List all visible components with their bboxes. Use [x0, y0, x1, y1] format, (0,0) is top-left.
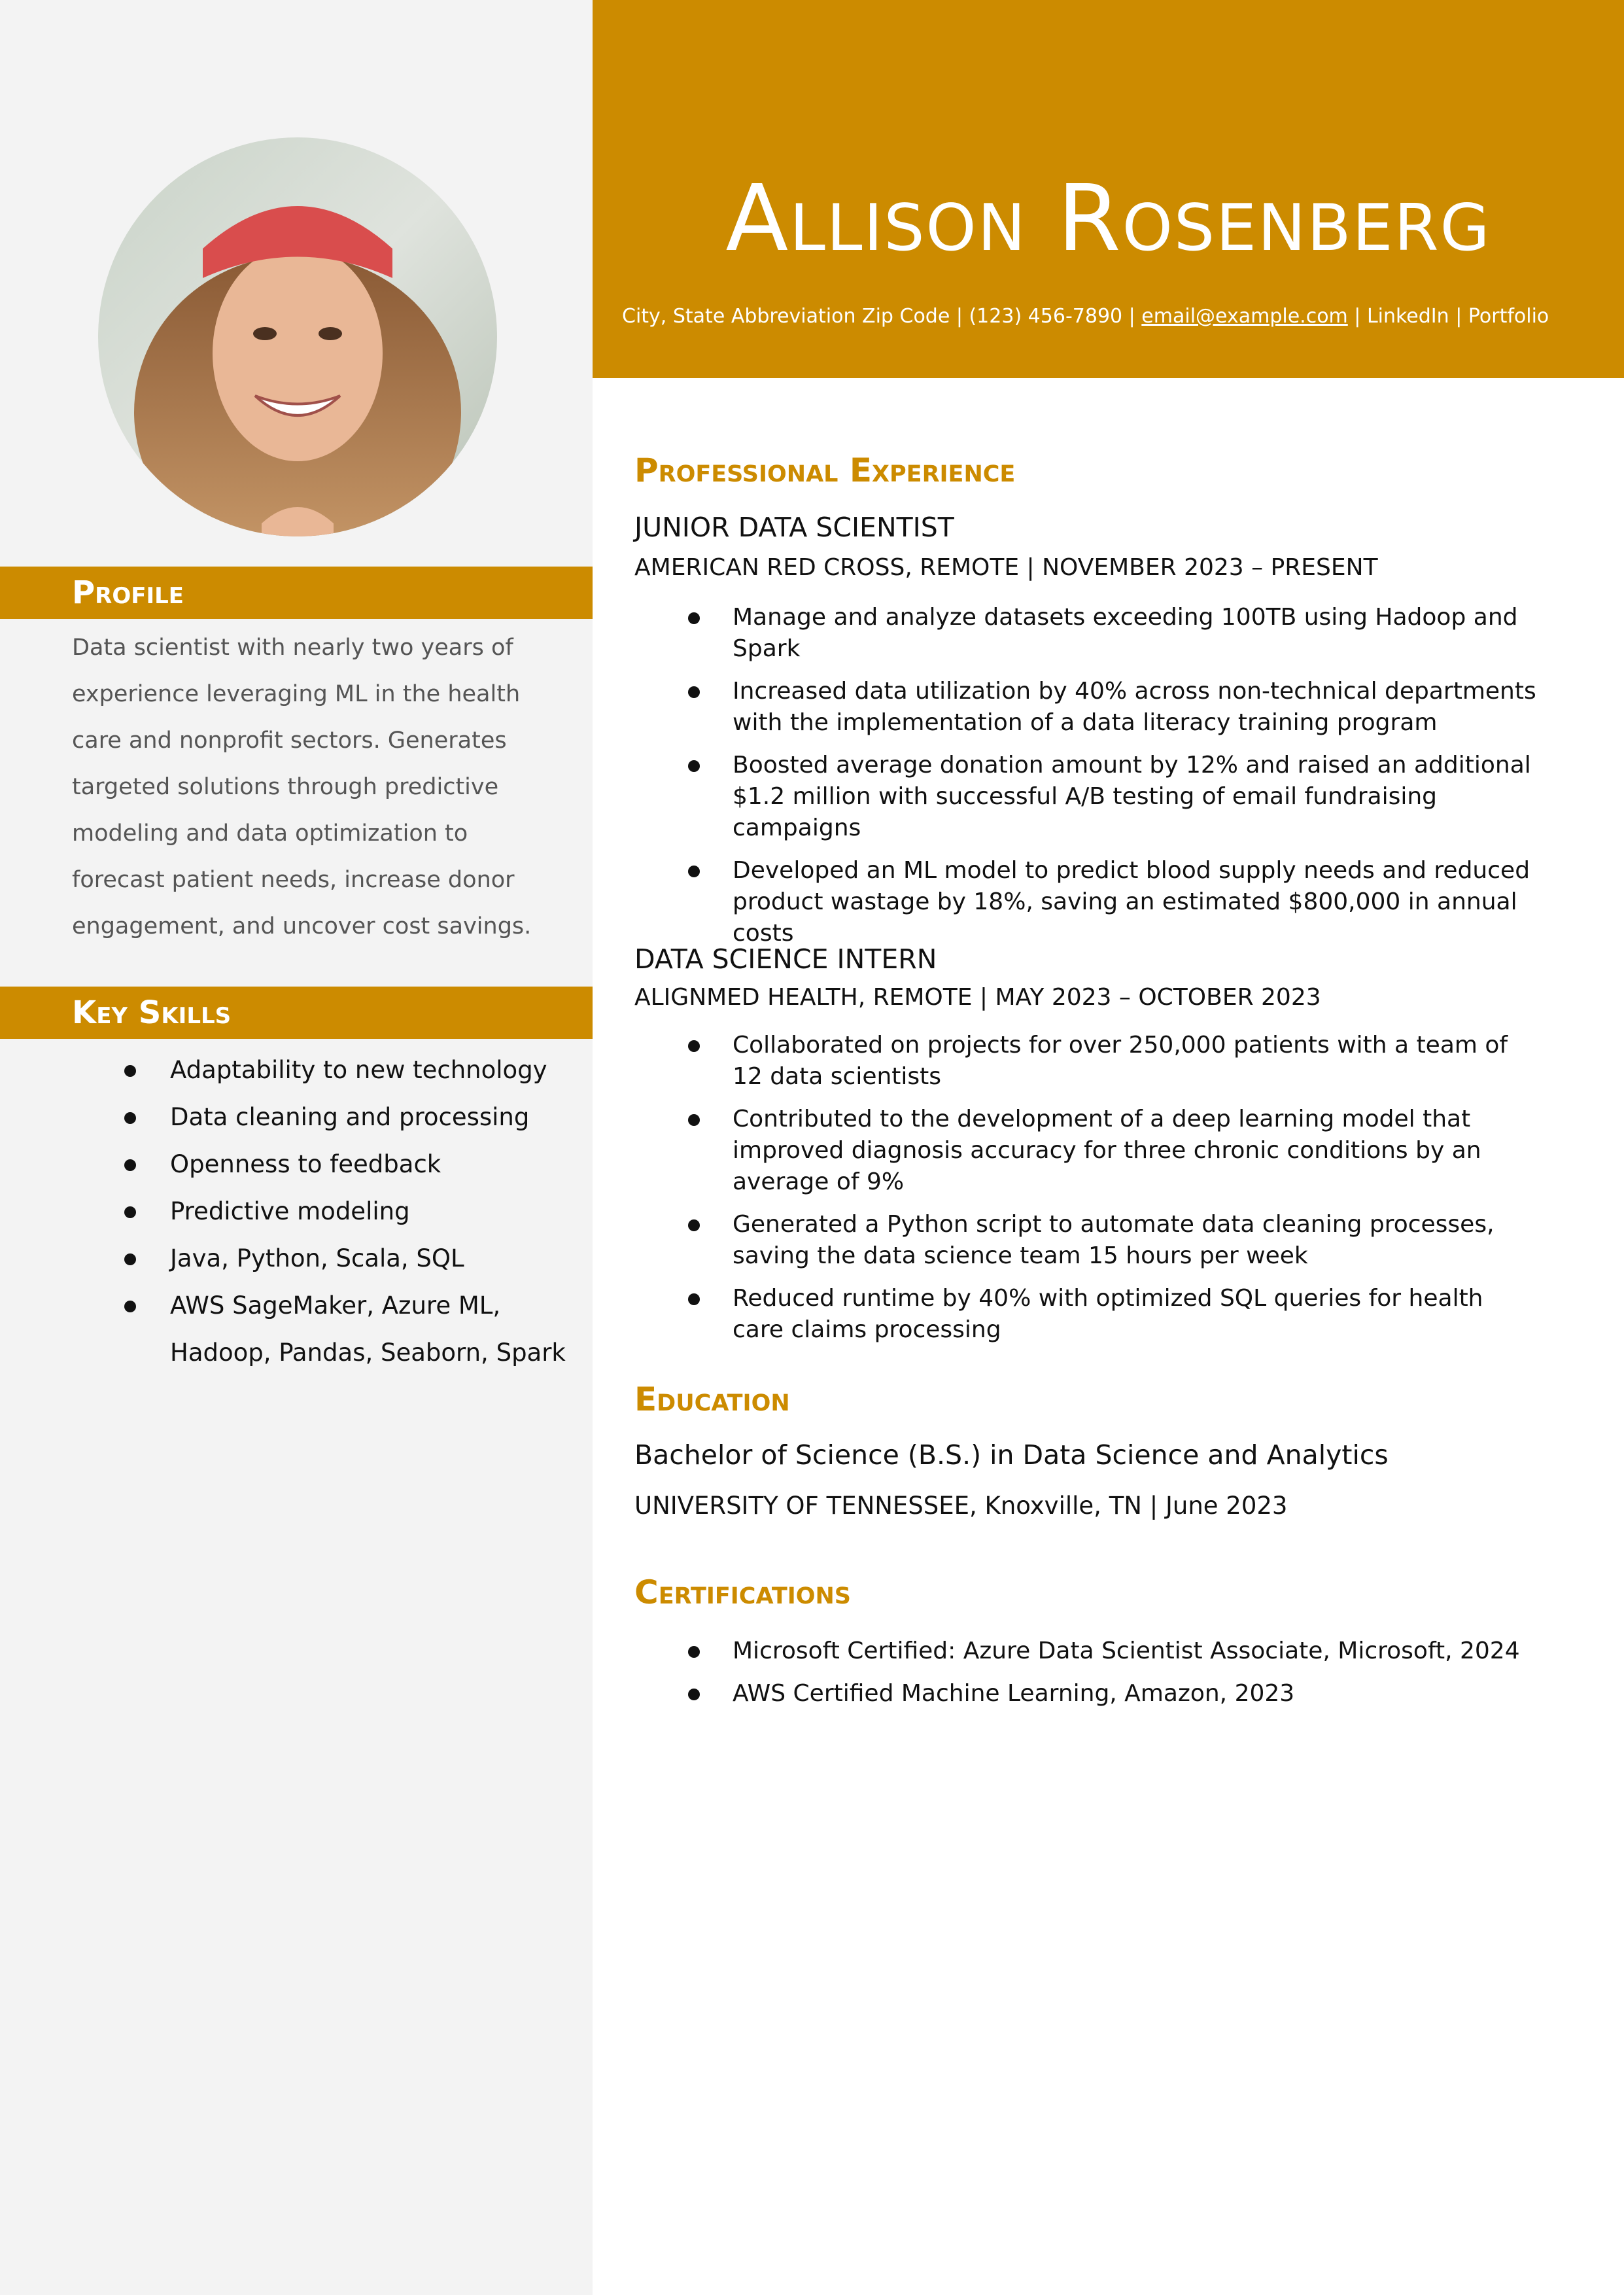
profile-line: forecast patient needs, increase donor: [72, 867, 515, 893]
job-bullets: [634, 602, 1537, 960]
certification-item: AWS Certified Machine Learning, Amazon, 2023: [634, 1678, 1537, 1709]
skill-item: Predictive modeling: [72, 1188, 582, 1235]
job-bullet: Reduced runtime by 40% with optimized SQL queries for health care claims processing: [634, 1283, 1537, 1346]
profile-line: care and nonprofit sectors. Generates: [72, 727, 507, 754]
profile-line: experience leveraging ML in the health: [72, 681, 521, 707]
email-link[interactable]: email@example.com: [1141, 305, 1348, 328]
experience-heading: Professional Experience: [634, 451, 1016, 489]
school: UNIVERSITY OF TENNESSEE, Knoxville, TN | June 2023: [634, 1492, 1288, 1520]
job-meta: ALIGNMED HEALTH, REMOTE | MAY 2023 – OCTOBER 2023: [634, 984, 1321, 1011]
skills-heading: Key Skills: [0, 987, 593, 1039]
profile-line: Data scientist with nearly two years of: [72, 635, 513, 661]
certification-item: Microsoft Certified: Azure Data Scientist Associate, Microsoft, 2024: [634, 1636, 1537, 1667]
certifications-heading: Certifications: [634, 1573, 852, 1611]
contact-line: [622, 305, 1603, 328]
skill-item: Openness to feedback: [72, 1141, 582, 1188]
job-bullet: Manage and analyze datasets exceeding 100TB using Hadoop and Spark: [634, 602, 1537, 665]
profile-photo: [98, 137, 497, 536]
contact-address-phone: City, State Abbreviation Zip Code | (123) 456-7890 |: [622, 305, 1142, 328]
education-heading: Education: [634, 1380, 790, 1418]
profile-line: modeling and data optimization to: [72, 820, 468, 847]
job-title: DATA SCIENCE INTERN: [634, 943, 937, 975]
profile-line: engagement, and uncover cost savings.: [72, 913, 532, 939]
skill-item: Adaptability to new technology: [72, 1047, 582, 1094]
job-bullet: Boosted average donation amount by 12% and raised an additional $1.2 million with successful A/B testing of email fundraising campaigns: [634, 750, 1537, 844]
job-title: JUNIOR DATA SCIENTIST: [634, 512, 954, 543]
job-bullet: Increased data utilization by 40% across non-technical departments with the implementation of a data literacy training program: [634, 676, 1537, 739]
skills-list: [72, 1047, 582, 1376]
profile-heading: Profile: [0, 567, 593, 619]
job-bullets: [634, 1030, 1537, 1357]
profile-line: targeted solutions through predictive: [72, 774, 499, 800]
job-bullet: Collaborated on projects for over 250,000 patients with a team of 12 data scientists: [634, 1030, 1537, 1093]
candidate-name: Allison Rosenberg: [725, 166, 1491, 272]
contact-links: | LinkedIn | Portfolio: [1347, 305, 1549, 328]
job-bullet: Developed an ML model to predict blood supply needs and reduced product wastage by 18%, saving an estimated $800,000 in annual costs: [634, 855, 1537, 949]
certifications-list: [634, 1636, 1537, 1721]
profile-summary: [72, 625, 576, 950]
job-bullet: Generated a Python script to automate data cleaning processes, saving the data science team 15 hours per week: [634, 1209, 1537, 1272]
degree: Bachelor of Science (B.S.) in Data Science and Analytics: [634, 1439, 1389, 1471]
skill-item: AWS SageMaker, Azure ML, Hadoop, Pandas, Seaborn, Spark: [72, 1282, 582, 1376]
skill-item: Data cleaning and processing: [72, 1094, 582, 1141]
skill-item: Java, Python, Scala, SQL: [72, 1235, 582, 1282]
job-bullet: Contributed to the development of a deep learning model that improved diagnosis accuracy for three chronic conditions by an average of 9%: [634, 1104, 1537, 1198]
job-meta: AMERICAN RED CROSS, REMOTE | NOVEMBER 2023 – PRESENT: [634, 554, 1378, 581]
